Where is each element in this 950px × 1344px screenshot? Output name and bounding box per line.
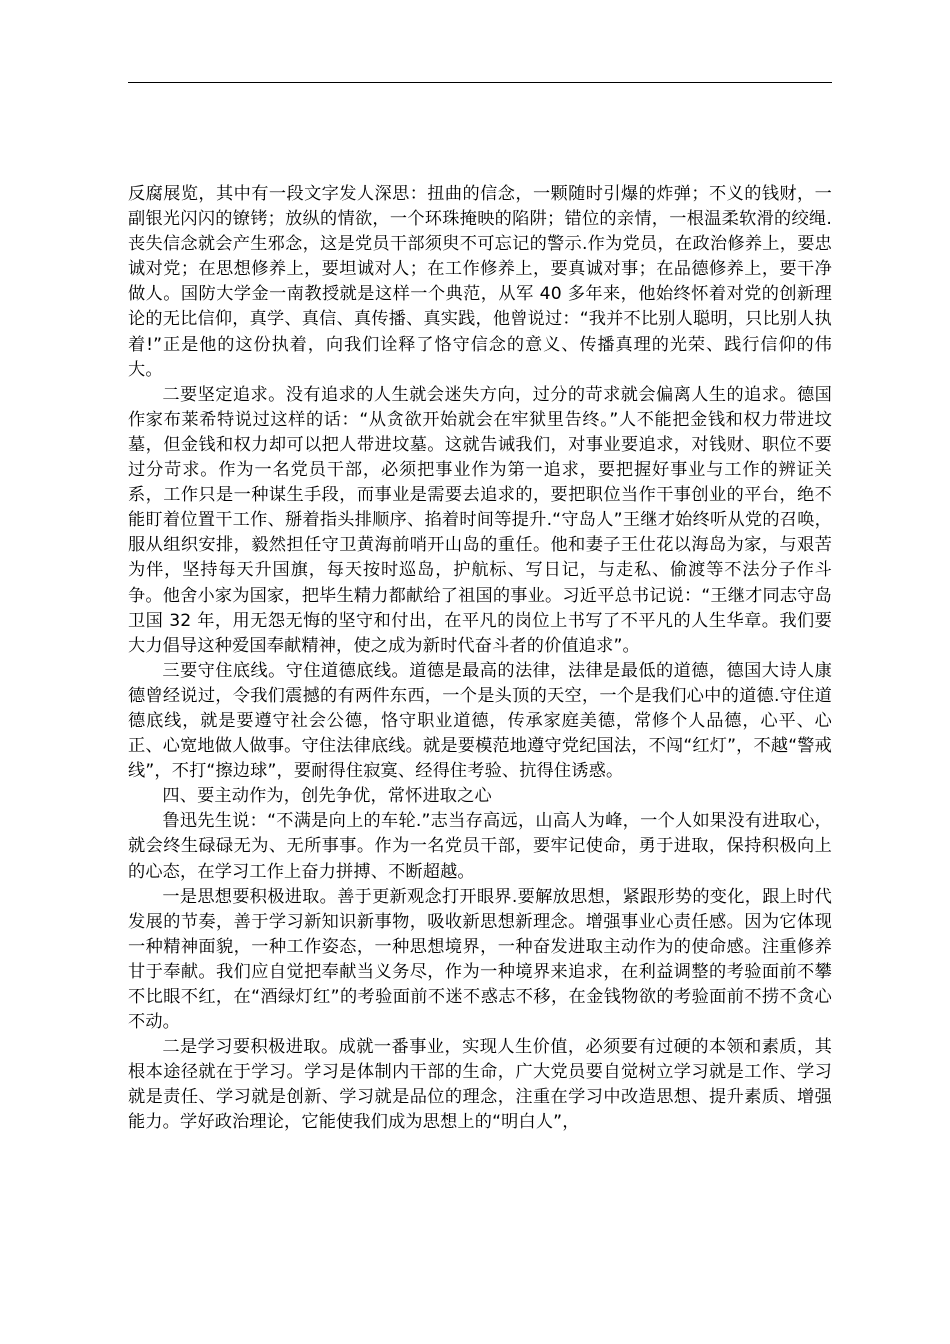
header-rule: [128, 82, 832, 83]
paragraph-3: 三要守住底线。守住道德底线。道德是最高的法律，法律是最低的道德，德国大诗人康德曾经说过，令我们震撼的有两件东西，一个是头顶的天空，一个是我们心中的道德.守住道德底线，就是要遵守社会公德，恪守职业道德，传承家庭美德，常修个人品德，心平、心正、心宽地做人做事。守住法律底线。就是要模范地遵守党纪国法，不闯“红灯”，不越“警戒线”，不打“擦边球”，要耐得住寂寞、经得住考验、抗得住诱惑。: [128, 660, 832, 782]
paragraph-6: 一是思想要积极进取。善于更新观念打开眼界.要解放思想，紧跟形势的变化，跟上时代发展的节奏，善于学习新知识新事物，吸收新思想新理念。增强事业心责任感。因为它体现一种精神面貌，一种工作姿态，一种思想境界，一种奋发进取主动作为的使命感。注重修养甘于奉献。我们应自觉把奉献当义务尽，作为一种境界来追求，在利益调整的考验面前不攀不比眼不红，在“酒绿灯红”的考验面前不迷不惑志不移，在金钱物欲的考验面前不捞不贪心不动。: [128, 886, 832, 1033]
section-heading-4: 四、要主动作为，创先争优，常怀进取之心: [162, 786, 492, 807]
paragraph-7: 二是学习要积极进取。成就一番事业，实现人生价值，必须要有过硬的本领和素质，其根本途径就在于学习。学习是体制内干部的生命，广大党员要自觉树立学习就是工作、学习就是责任、学习就是创新、学习就是品位的理念，注重在学习中改造思想、提升素质、增强能力。学好政治理论，它能使我们成为思想上的“明白人”，: [128, 1037, 832, 1133]
body-text: [128, 182, 832, 1136]
paragraph-1: 反腐展览，其中有一段文字发人深思：扭曲的信念，一颗随时引爆的炸弹；不义的钱财，一副银光闪闪的镣铐；放纵的情欲，一个环珠掩映的陷阱；错位的亲情，一根温柔软滑的绞绳.丧失信念就会产生邪念，这是党员干部须臾不可忘记的警示.作为党员，在政治修养上，要忠诚对党；在思想修养上，要坦诚对人；在工作修养上，要真诚对事；在品德修养上，要干净做人。国防大学金一南教授就是这样一个典范，从军 40 多年来，他始终怀着对党的创新理论的无比信仰，真学、真信、真传播、真实践，他曾说过：“我并不比别人聪明，只比别人执着!”正是他的这份执着，向我们诠释了恪守信念的意义、传播真理的光荣、践行信仰的伟大。: [128, 184, 832, 380]
paragraph-2: 二要坚定追求。没有追求的人生就会迷失方向，过分的苛求就会偏离人生的追求。德国作家布莱希特说过这样的话：“从贪欲开始就会在牢狱里告终。”人不能把金钱和权力带进坟墓，但金钱和权力却可以把人带进坟墓。这就告诫我们，对事业要追求，对钱财、职位不要过分苛求。作为一名党员干部，必须把事业作为第一追求，要把握好事业与工作的辨证关系，工作只是一种谋生手段，而事业是需要去追求的，要把职位当作干事创业的平台，绝不能盯着位置干工作、掰着指头排顺序、掐着时间等提升.“守岛人”王继才始终听从党的召唤，服从组织安排，毅然担任守卫黄海前哨开山岛的重任。他和妻子王仕花以海岛为家，与艰苦为伴，坚持每天升国旗，每天按时巡岛，护航标、写日记，与走私、偷渡等不法分子作斗争。他舍小家为国家，把毕生精力都献给了祖国的事业。习近平总书记说：“王继才同志守岛卫国 32 年，用无怨无悔的坚守和付出，在平凡的岗位上书写了不平凡的人生华章。我们要大力倡导这种爱国奉献精神，使之成为新时代奋斗者的价值追求”。: [128, 384, 832, 656]
paragraph-5: 鲁迅先生说：“不满是向上的车轮.”志当存高远，山高人为峰，一个人如果没有进取心，就会终生碌碌无为、无所事事。作为一名党员干部，要牢记使命，勇于进取，保持积极向上的心态，在学习工作上奋力拼搏、不断超越。: [128, 811, 832, 882]
